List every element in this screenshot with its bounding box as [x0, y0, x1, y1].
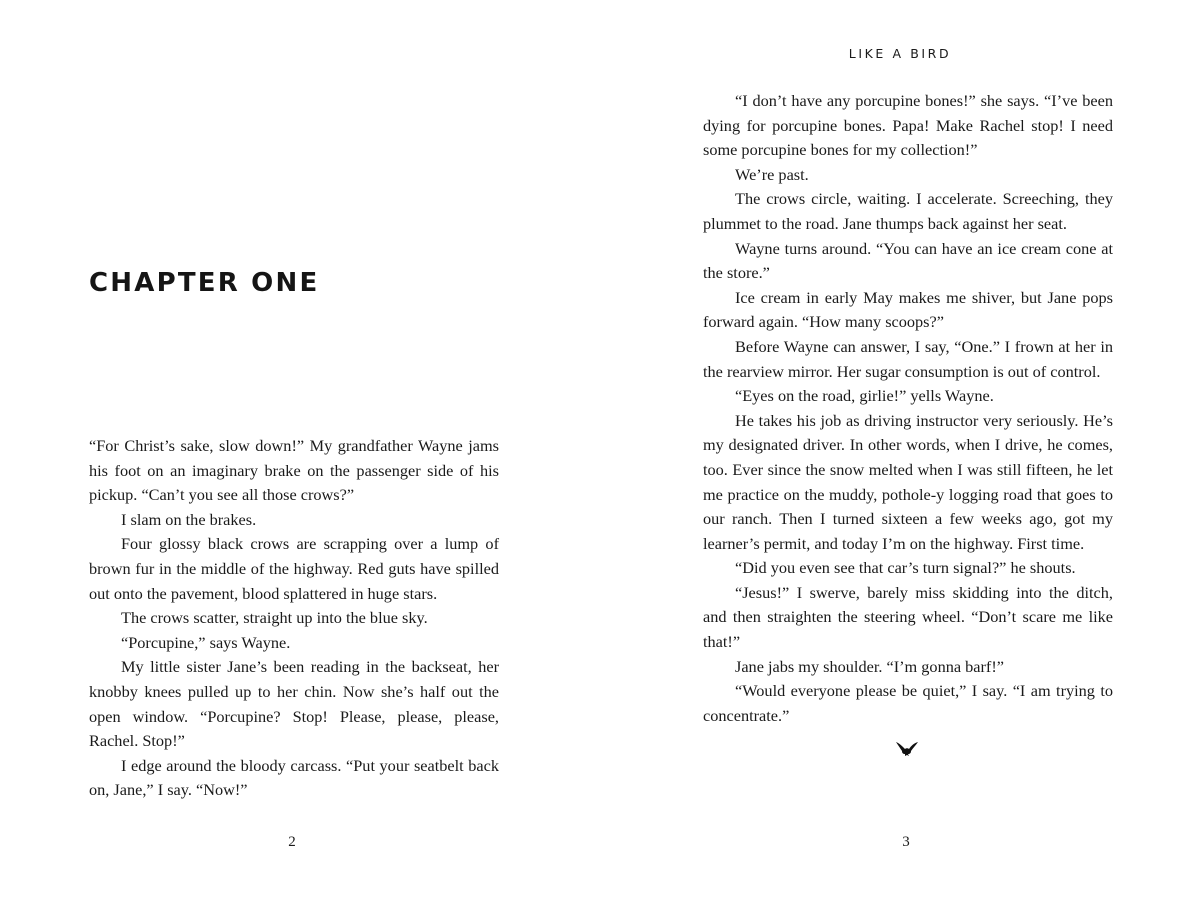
paragraph: “Did you even see that car’s turn signal?” he shouts.: [735, 558, 1076, 578]
paragraph: We’re past.: [735, 164, 809, 184]
right-page: [600, 0, 1200, 900]
paragraph: Four glossy black crows are scrapping over a lump of brown fur in the middle of the highway. Red guts have spilled out onto the pavement, blood splattered in huge stars.: [89, 534, 499, 603]
running-head-text: LIKE A BIRD: [848, 46, 952, 61]
paragraph: “Porcupine,” says Wayne.: [121, 632, 291, 652]
running-head: [600, 46, 1200, 61]
paragraph: “For Christ’s sake, slow down!” My grandfather Wayne jams his foot on an imaginary brake on the passenger side of his pickup. “Can’t you see all those crows?”: [89, 436, 499, 505]
paragraph: Ice cream in early May makes me shiver, but Jane pops forward again. “How many scoops?”: [703, 287, 1113, 332]
paragraph: The crows scatter, straight up into the blue sky.: [121, 608, 428, 628]
page-number: 2: [288, 834, 296, 850]
paragraph: “Jesus!” I swerve, barely miss skidding into the ditch, and then straighten the steering wheel. “Don’t scare me like that!”: [703, 582, 1113, 652]
paragraph: Before Wayne can answer, I say, “One.” I frown at her in the rearview mirror. Her sugar consumption is out of control.: [703, 336, 1113, 381]
page-number: 3: [902, 834, 910, 850]
paragraph: He takes his job as driving instructor very seriously. He’s my designated driver. In other words, when I drive, he comes, too. Ever since the snow melted when I was still fifteen, he let me practice on the muddy, pothole-y logging road that goes to our ranch. Then I turned sixteen a few weeks ago, got my learner’s permit, and today I’m on the highway. First time.: [703, 410, 1113, 553]
paragraph: “Eyes on the road, girlie!” yells Wayne.: [735, 386, 994, 406]
paragraph: Wayne turns around. “You can have an ice cream cone at the store.”: [703, 238, 1113, 283]
paragraph: My little sister Jane’s been reading in the backseat, her knobby knees pulled up to her chin. Now she’s half out the open window. “Porcupine? Stop! Please, please, please, Rachel. Stop!”: [89, 657, 499, 751]
paragraph: I slam on the brakes.: [121, 509, 257, 529]
right-page-body: [703, 89, 1113, 728]
paragraph: I edge around the bloody carcass. “Put your seatbelt back on, Jane,” I say. “Now!”: [89, 755, 499, 800]
paragraph: Jane jabs my shoulder. “I’m gonna barf!”: [735, 656, 1005, 676]
left-page-body: [89, 434, 499, 803]
bird-icon: [895, 740, 919, 758]
chapter-title: CHAPTER ONE: [89, 268, 320, 298]
paragraph: “Would everyone please be quiet,” I say. “I am trying to concentrate.”: [703, 681, 1113, 725]
paragraph: “I don’t have any porcupine bones!” she says. “I’ve been dying for porcupine bones. Papa! Make Rachel stop! I need some porcupine bones for my collection!”: [703, 91, 1113, 160]
paragraph: The crows circle, waiting. I accelerate. Screeching, they plummet to the road. Jane thumps back against her seat.: [703, 189, 1113, 233]
